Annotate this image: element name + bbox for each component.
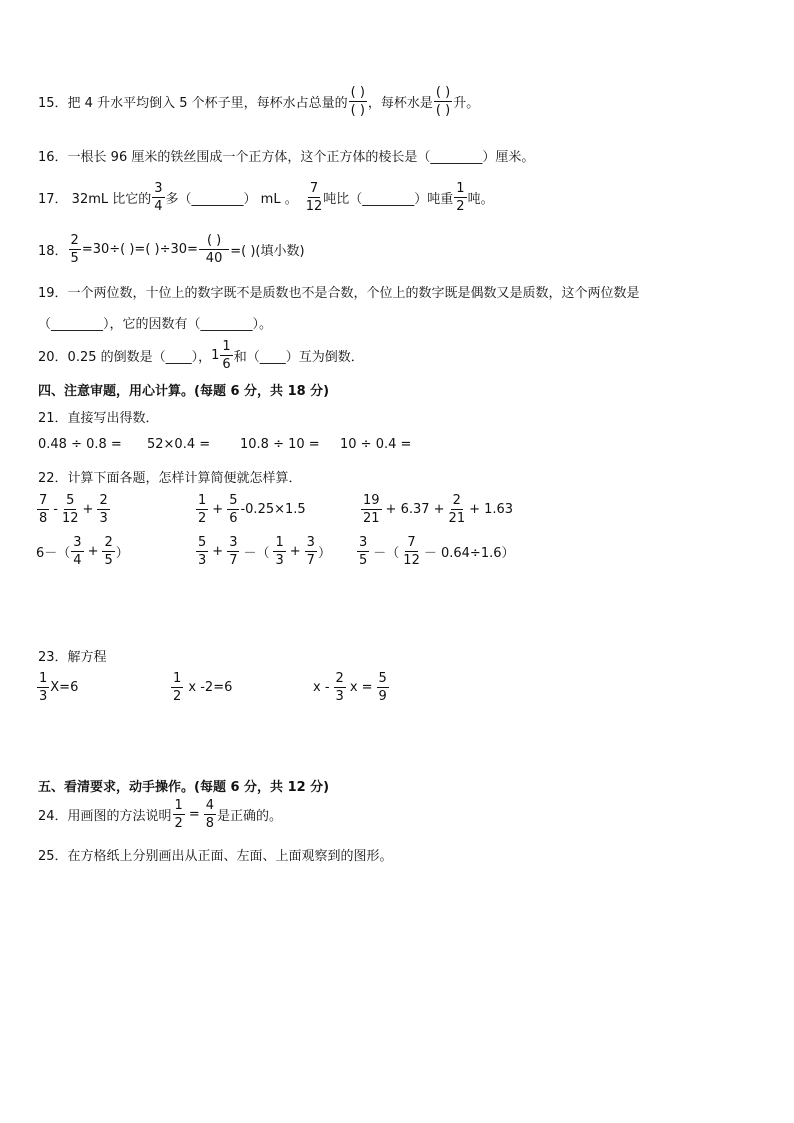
- numerator: 2: [99, 493, 108, 508]
- eq-tail: x -2=6: [184, 680, 233, 695]
- numerator: 1: [39, 671, 48, 686]
- expr-tail: ）: [115, 546, 129, 561]
- fraction: [62, 494, 79, 525]
- denominator: 12: [61, 511, 79, 526]
- denominator: 6: [229, 511, 238, 526]
- denominator: 21: [448, 511, 466, 526]
- denominator: 7: [229, 553, 238, 568]
- q15-blank-numerator-1[interactable]: ( ): [350, 85, 365, 100]
- expr-tail: － 0.64÷1.6）: [423, 546, 515, 561]
- q18-part-c: =( )(填小数): [230, 244, 305, 259]
- fraction: [305, 536, 317, 567]
- denominator: 4: [154, 199, 163, 214]
- fraction: [196, 494, 208, 525]
- q17-part-c: 吨比（________）吨重: [323, 192, 454, 207]
- q23-eq-2: [170, 672, 232, 703]
- denominator: 5: [359, 553, 368, 568]
- fraction: [227, 536, 239, 567]
- denominator: 6: [222, 357, 231, 372]
- fraction: [97, 494, 109, 525]
- numerator: 2: [70, 233, 79, 248]
- q20-part-a: 20．0.25 的倒数是（____），: [38, 350, 212, 365]
- section-4-title: 四、注意审题，用心计算。(每题 6 分，共 18 分): [38, 384, 330, 399]
- denominator: 3: [198, 553, 207, 568]
- q15-blank-fraction-2[interactable]: [434, 86, 452, 117]
- q23-eq-3: [310, 672, 390, 703]
- numerator: 7: [309, 181, 319, 196]
- question-16: [38, 146, 534, 165]
- numerator: 1: [456, 181, 465, 196]
- question-15: [38, 86, 479, 117]
- q18-fraction-2-5: [69, 234, 81, 265]
- q21-expr-2: 52×0.4 =: [147, 437, 211, 452]
- denominator: 5: [104, 553, 113, 568]
- fraction: [334, 672, 346, 703]
- q15-blank-numerator-2[interactable]: ( ): [435, 85, 451, 100]
- fraction: [273, 536, 285, 567]
- numerator: 1: [275, 535, 284, 550]
- q23-eq-1: [36, 672, 78, 703]
- q17-fraction-3-4: [152, 182, 164, 213]
- operator: +: [289, 544, 301, 559]
- numerator: 5: [229, 493, 238, 508]
- q21-item-2: [147, 437, 210, 452]
- denominator: 4: [73, 553, 82, 568]
- denominator: 40: [205, 251, 223, 266]
- numerator: 5: [66, 493, 75, 508]
- fraction: [196, 536, 208, 567]
- q17-fraction-1-2: [454, 182, 466, 213]
- denominator: 2: [173, 689, 182, 704]
- q19-line-1: 19．一个两位数，十位上的数字既不是质数也不是合数，个位上的数字既是偶数又是质数，这个两位数是: [38, 286, 640, 301]
- q15-suffix: 升。: [453, 96, 480, 111]
- fraction: [403, 536, 420, 567]
- expr-tail: + 1.63: [469, 502, 514, 517]
- q22-expr-1: [36, 494, 111, 525]
- question-19-line-2: [38, 313, 272, 332]
- fraction: [377, 672, 389, 703]
- denominator: 21: [363, 511, 380, 526]
- numerator: 3: [306, 535, 315, 550]
- q19-line-2: （________），它的因数有（________）。: [38, 317, 273, 332]
- section-4-heading: [38, 380, 329, 399]
- question-19-line-1: [38, 282, 640, 301]
- numerator: 5: [378, 671, 387, 686]
- eq-mid: x =: [349, 680, 373, 695]
- q22-expr-5: [195, 536, 331, 567]
- denominator: 3: [99, 511, 108, 526]
- q21-item-4: [340, 437, 411, 452]
- fraction: [37, 494, 49, 525]
- q17-part-a: 17． 32mL 比它的: [38, 192, 152, 207]
- operator: －（: [373, 546, 400, 561]
- denominator: 8: [205, 816, 215, 831]
- q23-title: 23．解方程: [38, 650, 107, 665]
- eq-head: x -: [313, 680, 330, 695]
- equals-sign: =: [188, 807, 200, 822]
- q18-part-a: 18．: [38, 244, 68, 259]
- denominator: 3: [275, 553, 284, 568]
- q21-title: 21．直接写出得数．: [38, 411, 159, 426]
- operator: +: [212, 544, 224, 559]
- q21-expr-3: 10.8 ÷ 10 =: [240, 437, 320, 452]
- fraction: [173, 799, 185, 830]
- q24-part-b: 是正确的。: [217, 809, 283, 824]
- fraction: [449, 494, 466, 525]
- q18-fraction-blank-40[interactable]: [199, 234, 229, 265]
- question-20: [38, 340, 364, 371]
- q20-fraction-1-6: [220, 340, 232, 371]
- fraction: [357, 536, 369, 567]
- numerator: 3: [73, 535, 82, 550]
- denominator: 12: [403, 553, 420, 568]
- denominator: 5: [70, 251, 79, 266]
- section-5-heading: [38, 776, 329, 795]
- q25-text: 25．在方格纸上分别画出从正面、左面、上面观察到的图形。: [38, 849, 393, 864]
- q15-blank-denominator-2[interactable]: ( ): [435, 103, 451, 118]
- fraction: [37, 672, 49, 703]
- q17-fraction-7-12: [306, 182, 323, 213]
- q18-blank-numerator[interactable]: ( ): [199, 234, 229, 250]
- numerator: 1: [174, 798, 183, 813]
- question-23-title: [38, 646, 107, 665]
- question-21-title: [38, 407, 159, 426]
- q17-part-d: 吨。: [467, 192, 494, 207]
- q21-expr-1: 0.48 ÷ 0.8 =: [38, 437, 122, 452]
- numerator: 3: [229, 535, 238, 550]
- expr-tail: -0.25×1.5: [240, 502, 306, 517]
- denominator: 9: [378, 689, 387, 704]
- numerator: 19: [363, 493, 380, 508]
- denominator: 3: [335, 689, 344, 704]
- fraction: [71, 536, 83, 567]
- q17-part-b: 多（________） mL 。: [165, 192, 298, 207]
- numerator: 3: [359, 535, 368, 550]
- numerator: 2: [452, 493, 461, 508]
- fraction: [204, 799, 216, 830]
- denominator: 7: [306, 553, 315, 568]
- numerator: 1: [222, 339, 231, 354]
- operator: +: [212, 502, 224, 517]
- operator: -: [53, 502, 58, 517]
- expr-head: 6－（: [36, 546, 71, 561]
- q22-expr-6: [356, 536, 518, 567]
- denominator: 2: [456, 199, 465, 214]
- numerator: 3: [154, 181, 163, 196]
- question-18: [38, 234, 305, 265]
- q18-part-b: =30÷( )=( )÷30=: [81, 242, 198, 257]
- q20-mixed-number: [211, 340, 234, 371]
- fraction: [361, 494, 382, 525]
- q15-prefix: 15．把 4 升水平均倒入 5 个杯子里，每杯水占总量的: [38, 96, 348, 111]
- numerator: 5: [198, 535, 207, 550]
- denominator: 2: [198, 511, 207, 526]
- question-24: [38, 799, 282, 830]
- numerator: 1: [198, 493, 207, 508]
- eq-tail: X=6: [50, 680, 79, 695]
- numerator: 2: [104, 535, 113, 550]
- operator: +: [87, 544, 99, 559]
- fraction: [102, 536, 114, 567]
- denominator: 8: [39, 511, 48, 526]
- denominator: 12: [305, 199, 323, 214]
- question-25: [38, 845, 393, 864]
- q22-expr-4: [36, 536, 129, 567]
- numerator: 7: [407, 535, 416, 550]
- denominator: 2: [174, 816, 183, 831]
- q24-part-a: 24．用画图的方法说明: [38, 809, 172, 824]
- numerator: 7: [39, 493, 48, 508]
- q20-part-b: 和（____）互为倒数．: [233, 350, 364, 365]
- section-5-title: 五、看清要求，动手操作。(每题 6 分，共 12 分): [38, 780, 330, 795]
- operator: －（: [243, 546, 270, 561]
- numerator: 2: [335, 671, 344, 686]
- numerator: 1: [173, 671, 182, 686]
- q15-blank-denominator-1[interactable]: ( ): [350, 103, 365, 118]
- fraction: [227, 494, 239, 525]
- denominator: 3: [39, 689, 48, 704]
- q21-item-3: [240, 437, 320, 452]
- q16-text: 16．一根长 96 厘米的铁丝围成一个正方体，这个正方体的棱长是（________）厘米。: [38, 150, 535, 165]
- q15-mid: ，每杯水是: [367, 96, 433, 111]
- operator: + 6.37 +: [385, 502, 445, 517]
- q22-expr-2: [195, 494, 306, 525]
- q21-expr-4: 10 ÷ 0.4 =: [340, 437, 412, 452]
- fraction: [171, 672, 183, 703]
- operator: +: [82, 502, 94, 517]
- q15-blank-fraction-1[interactable]: [349, 86, 367, 117]
- numerator: 4: [205, 798, 215, 813]
- q22-expr-3: [360, 494, 516, 525]
- whole-part: 1: [211, 348, 220, 363]
- q21-item-1: [38, 437, 122, 452]
- question-17: [38, 182, 494, 213]
- question-22-title: [38, 467, 302, 486]
- q22-title: 22．计算下面各题，怎样计算简便就怎样算．: [38, 471, 302, 486]
- expr-tail: ）: [317, 546, 331, 561]
